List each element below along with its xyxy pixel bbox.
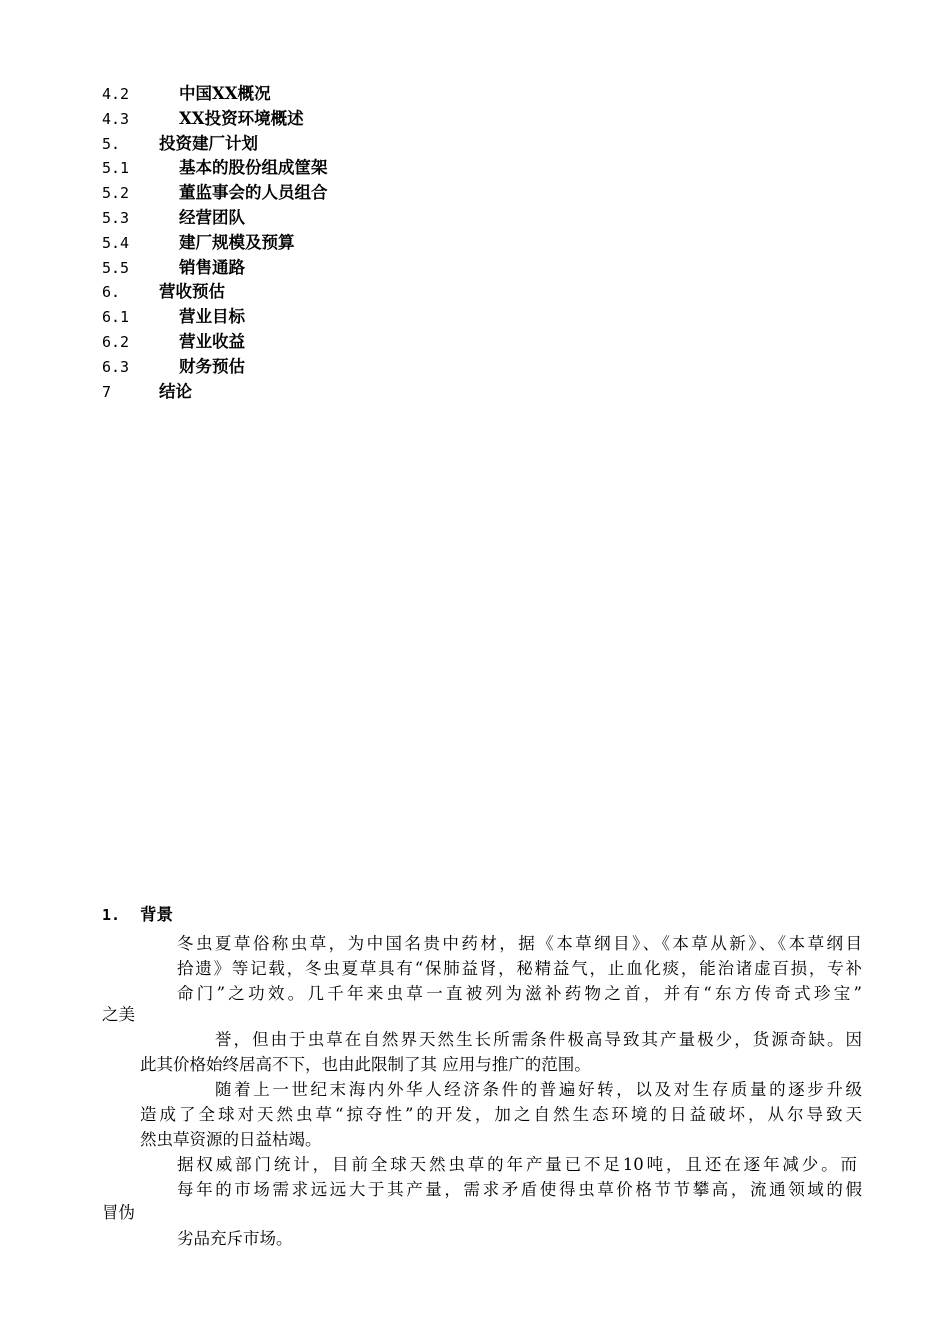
toc-number: 5.5 xyxy=(102,258,130,277)
toc-title: 营收预估 xyxy=(159,282,225,302)
body-line: 命门”之功效。几千年来虫草一直被列为滋补药物之首，并有“东方传奇式珍宝” xyxy=(177,984,862,1003)
toc-title: 营业收益 xyxy=(179,331,245,351)
body-line: 据权威部门统计，目前全球天然虫草的年产量已不足10吨，且还在逐年减少。而 xyxy=(177,1155,857,1174)
toc-number: 5.4 xyxy=(102,233,130,252)
body-line: 拾遗》等记载，冬虫夏草具有“保肺益肾，秘精益气，止血化痰，能治诸虚百损，专补 xyxy=(177,959,862,978)
toc-title: 董监事会的人员组合 xyxy=(179,183,328,203)
body-line: 此其价格始终居高不下，也由此限制了其 应用与推广的范围。 xyxy=(140,1055,591,1074)
body-line: 誉，但由于虫草在自然界天然生长所需条件极高导致其产量极少，货源奇缺。因 xyxy=(215,1030,862,1049)
toc-number: 5.3 xyxy=(102,208,130,227)
toc-title: 建厂规模及预算 xyxy=(179,232,295,252)
toc-title: 财务预估 xyxy=(179,356,245,376)
body-line: 然虫草资源的日益枯竭。 xyxy=(140,1130,322,1149)
toc-number: 7 xyxy=(102,382,112,401)
toc-number: 5. xyxy=(102,134,121,153)
toc-title: 营业目标 xyxy=(179,307,245,327)
toc-number: 5.1 xyxy=(102,159,130,178)
body-line: 造成了全球对天然虫草“掠夺性”的开发，加之自然生态环境的日益破坏，从尔导致天 xyxy=(140,1105,862,1124)
toc-number: 6. xyxy=(102,283,121,302)
body-line: 每年的市场需求远远大于其产量，需求矛盾使得虫草价格节节攀高，流通领域的假 xyxy=(177,1180,862,1199)
body-line: 随着上一世纪末海内外华人经济条件的普遍好转，以及对生存质量的逐步升级 xyxy=(215,1080,862,1099)
section-number: 1. xyxy=(102,906,121,924)
toc-number: 6.3 xyxy=(102,357,130,376)
body-line: 之美 xyxy=(102,1005,135,1024)
toc-title: 中国XX概况 xyxy=(179,84,271,103)
toc-title: 销售通路 xyxy=(179,257,245,277)
toc-number: 6.2 xyxy=(102,332,130,351)
toc-title: XX投资环境概述 xyxy=(179,108,304,128)
toc-title: 经营团队 xyxy=(179,207,245,227)
section-heading xyxy=(102,903,173,927)
body-line: 冒伪 xyxy=(102,1203,135,1222)
toc-title: 投资建厂计划 xyxy=(159,133,258,153)
toc-number: 5.2 xyxy=(102,184,130,203)
toc-number: 4.3 xyxy=(102,109,130,128)
toc-number: 6.1 xyxy=(102,308,130,327)
toc-title: 结论 xyxy=(159,381,192,401)
body-line: 冬虫夏草俗称虫草，为中国名贵中药材，据《本草纲目》、《本草从新》、《本草纲目 xyxy=(177,934,862,953)
body-line: 劣品充斥市场。 xyxy=(177,1229,293,1248)
section-title: 背景 xyxy=(140,905,173,924)
toc-title: 基本的股份组成筐架 xyxy=(179,158,328,178)
toc-number: 4.2 xyxy=(102,85,130,103)
